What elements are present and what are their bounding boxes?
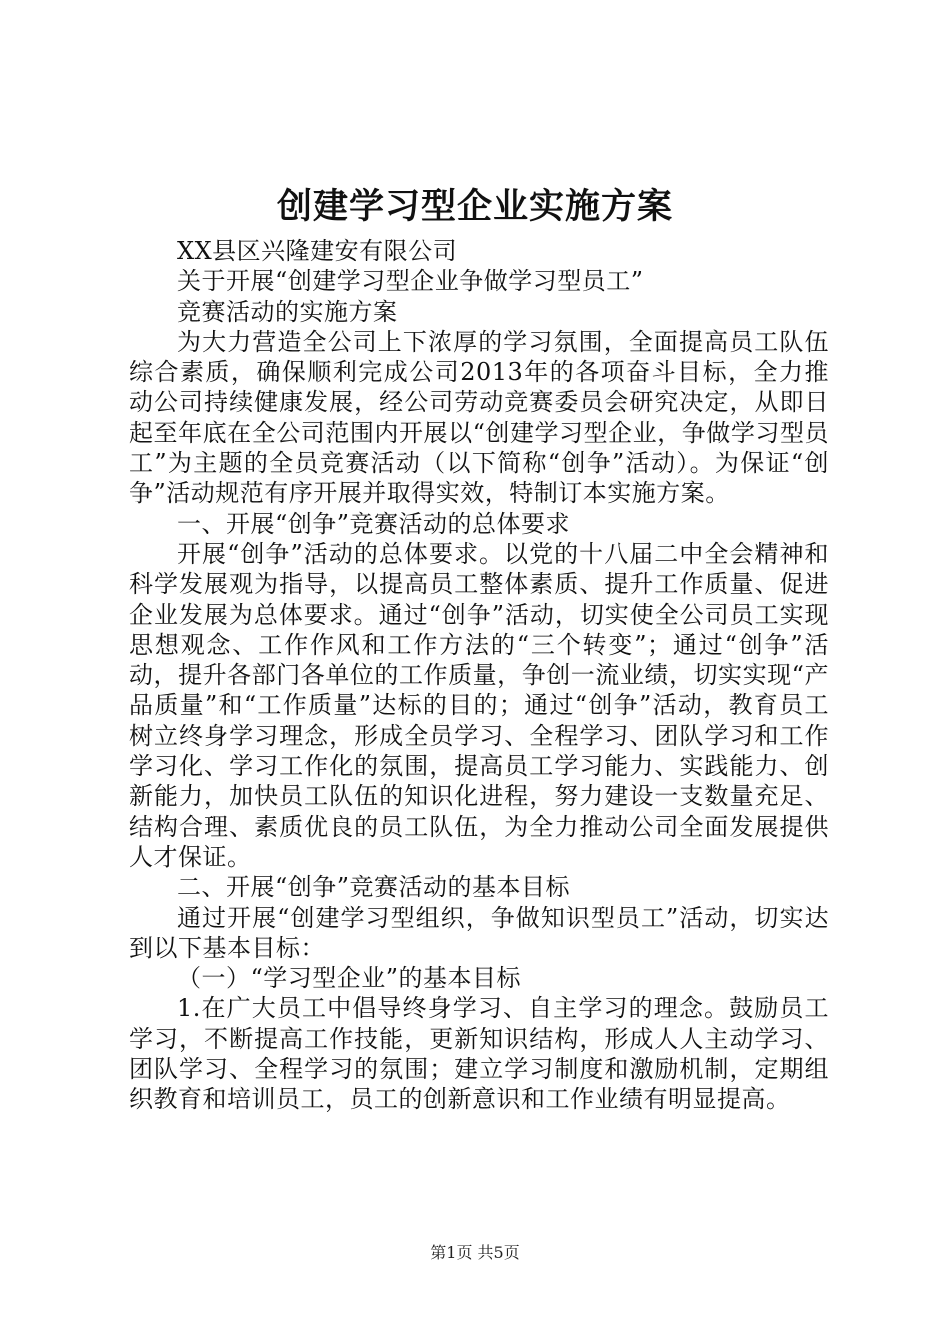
subsection-heading-1: （一）“学习型企业”的基本目标 [177, 964, 522, 993]
section-1-paragraph: 开展“创争”活动的总体要求。以党的十八届二中全会精神和科学发展观为指导，以提高员工整体素质、提升工作质量、促进企业发展为总体要求。通过“创争”活动，切实使全公司员工实现思想观念、工作作风和工作方法的“三个转变”；通过“创争”活动，提升各部门各单位的工作质量，争创一流业绩，切实实现“产品质量”和“工作质量”达标的目的；通过“创争”活动，教育员工树立终身学习理念，形成全员学习、全程学习、团队学习和工作学习化、学习工作化的氛围，提高员工学习能力、实践能力、创新能力，加快员工队伍的知识化进程，努力建设一支数量充足、结构合理、素质优良的员工队伍，为全力推动公司全面发展提供人才保证。 [129, 539, 829, 871]
item-1-paragraph: 1.在广大员工中倡导终身学习、自主学习的理念。鼓励员工学习，不断提高工作技能，更新知识结构，形成人人主动学习、团队学习、全程学习的氛围；建立学习制度和激励机制，定期组织教育和培训员工，员工的创新意识和工作业绩有明显提高。 [129, 994, 829, 1114]
section-2-paragraph: 通过开展“创建学习型组织，争做知识型员工”活动，切实达到以下基本目标： [129, 903, 829, 962]
section-heading-1: 一、开展“创争”竞赛活动的总体要求 [177, 509, 571, 538]
company-name-line: XX县区兴隆建安有限公司 [177, 237, 458, 265]
intro-paragraph: 为大力营造全公司上下浓厚的学习氛围，全面提高员工队伍综合素质，确保顺利完成公司2013年的各项奋斗目标，全力推动公司持续健康发展，经公司劳动竞赛委员会研究决定，从即日起至年底在全公司范围内开展以“创建学习型企业，争做学习型员工”为主题的全员竞赛活动（以下简称“创争”活动）。为保证“创争”活动规范有序开展并取得实效，特制订本实施方案。 [129, 327, 829, 508]
document-body [129, 236, 829, 1115]
subject-line-2: 竞赛活动的实施方案 [177, 297, 398, 326]
document-title: 创建学习型企业实施方案 [276, 186, 673, 227]
page-footer: 第1页 共5页 [430, 1243, 520, 1262]
section-heading-2: 二、开展“创争”竞赛活动的基本目标 [177, 873, 571, 902]
subject-line-1: 关于开展“创建学习型企业争做学习型员工” [177, 267, 644, 296]
